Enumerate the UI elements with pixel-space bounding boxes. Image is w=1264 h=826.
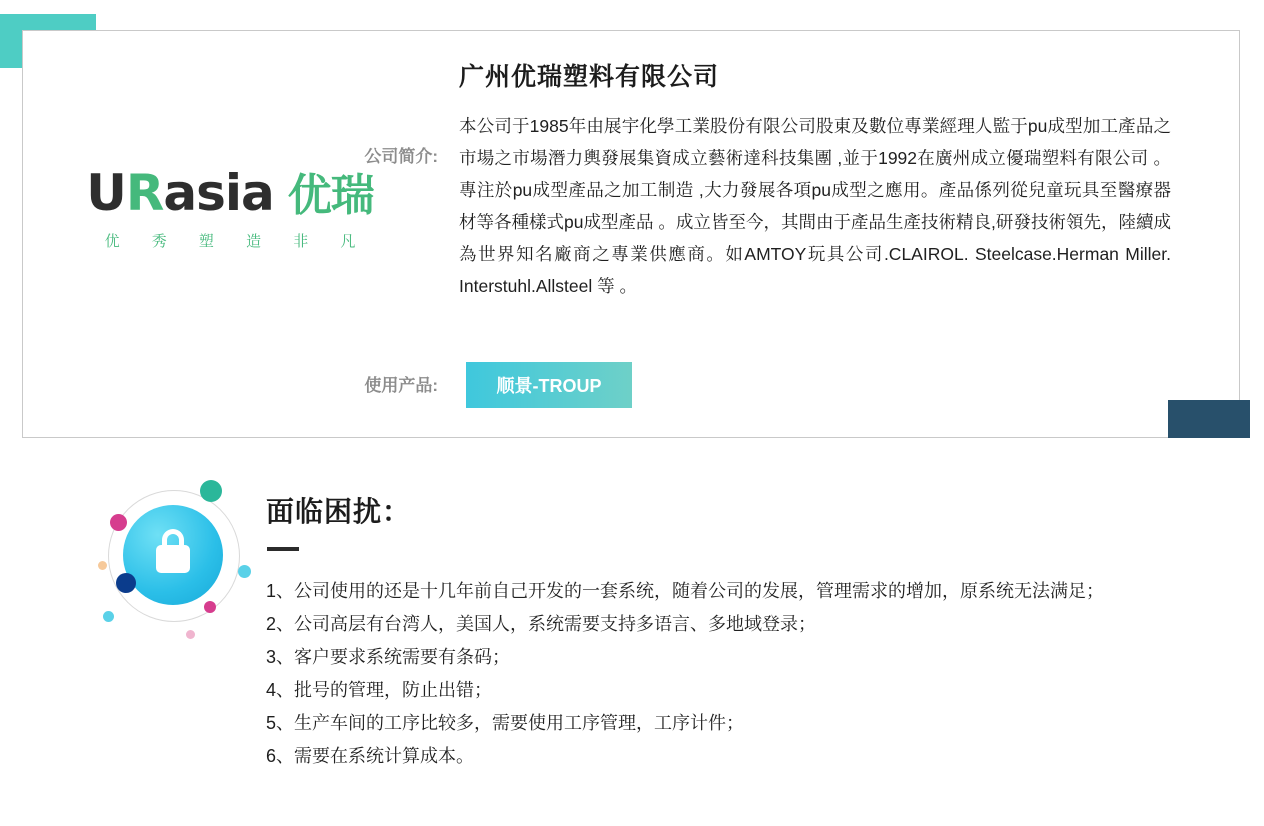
intro-label: 公司简介: bbox=[364, 147, 438, 166]
logo-word-asia: asia bbox=[163, 164, 274, 222]
decorative-dot bbox=[98, 561, 107, 570]
decorative-dot bbox=[200, 480, 222, 502]
decorative-dot bbox=[116, 573, 136, 593]
list-item: 6、需要在系统计算成本。 bbox=[266, 746, 475, 766]
list-item: 1、公司使用的还是十几年前自己开发的一套系统，随着公司的发展，管理需求的增加，原系统无法满足； bbox=[266, 581, 1105, 601]
decorative-dot bbox=[204, 601, 216, 613]
navy-corner-accent bbox=[1168, 400, 1250, 438]
lock-illustration bbox=[78, 468, 268, 658]
product-label: 使用产品: bbox=[364, 376, 438, 395]
decorative-dot bbox=[110, 514, 127, 531]
company-intro-text: 本公司于1985年由展宇化學工業股份有限公司股東及數位專業經理人監于pu成型加工產品之市場之市場潛力輿發展集資成立藝術達科技集團 ,並于1992在廣州成立優瑞塑料有限公司 。專注於pu成型產品之加工制造 ,大力發展各項pu成型之應用。產品係列從兒童玩具至醫療器材等各種樣式pu成型產品 。成立皆至今，其間由于產品生產技術精良,研發技術領先，陸續成為世界知名廠商之專業供應商。如AMTOY玩具公司.CLAIROL. Steelcase.Herman Miller. Interstuhl.Allsteel 等 。 bbox=[459, 116, 1171, 296]
logo-wordmark bbox=[40, 164, 420, 222]
trouble-title: 面临困扰： bbox=[266, 496, 412, 527]
list-item: 4、批号的管理，防止出错； bbox=[266, 680, 493, 700]
teal-corner-notch bbox=[22, 30, 96, 68]
logo-tagline: 优 秀 塑 造 非 凡 bbox=[104, 233, 370, 250]
logo-letter-u: U bbox=[86, 164, 126, 222]
lock-body-shape bbox=[156, 545, 190, 573]
list-item: 2、公司高层有台湾人，美国人，系统需要支持多语言、多地域登录； bbox=[266, 614, 817, 634]
list-item: 3、客户要求系统需要有条码； bbox=[266, 647, 511, 667]
company-title: 广州优瑞塑料有限公司 bbox=[459, 63, 720, 91]
decorative-dot bbox=[103, 611, 114, 622]
lock-icon bbox=[123, 505, 223, 605]
trouble-section bbox=[0, 455, 1264, 826]
list-item: 5、生产车间的工序比较多，需要使用工序管理，工序计件； bbox=[266, 713, 745, 733]
title-underline-rule bbox=[267, 547, 299, 551]
product-button[interactable]: 顺景-TROUP bbox=[466, 362, 632, 408]
company-logo bbox=[40, 164, 420, 251]
trouble-list bbox=[266, 575, 1196, 773]
decorative-dot bbox=[238, 565, 251, 578]
decorative-dot bbox=[186, 630, 195, 639]
logo-chinese-name: 优瑞 bbox=[287, 170, 374, 221]
logo-letter-r: R bbox=[125, 164, 164, 222]
lock-shackle-shape bbox=[162, 529, 184, 551]
